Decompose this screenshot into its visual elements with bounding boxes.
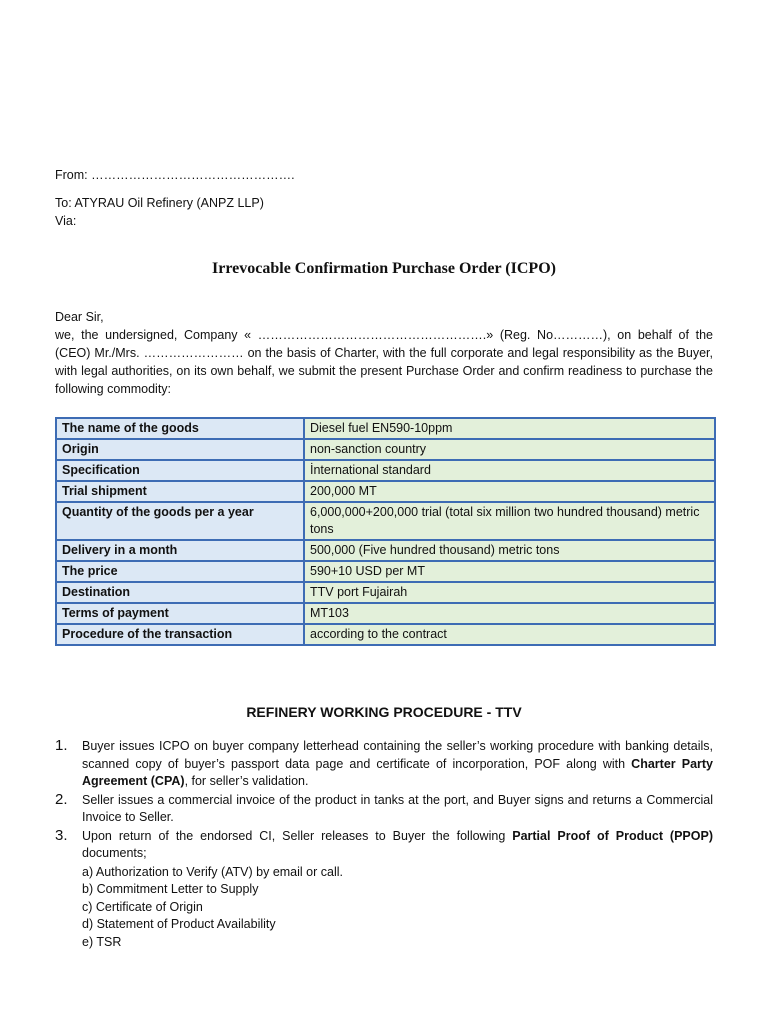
step-number: 2. <box>55 790 68 808</box>
row-label: Procedure of the transaction <box>56 624 304 645</box>
table-row <box>56 439 715 460</box>
table-row <box>56 481 715 502</box>
row-label: Delivery in a month <box>56 540 304 561</box>
row-value: TTV port Fujairah <box>304 582 715 603</box>
table-row <box>56 540 715 561</box>
salutation: Dear Sir, <box>55 310 104 324</box>
row-label: Specification <box>56 460 304 481</box>
procedure-step <box>55 828 713 863</box>
step-text: Upon return of the endorsed CI, Seller releases to Buyer the following <box>82 828 513 843</box>
row-label: The name of the goods <box>56 418 304 439</box>
row-value: 590+10 USD per MT <box>304 561 715 582</box>
table-row <box>56 561 715 582</box>
row-label: Quantity of the goods per a year <box>56 502 304 540</box>
step-number: 3. <box>55 826 68 844</box>
to-line: To: ATYRAU Oil Refinery (ANPZ LLP) <box>55 196 264 210</box>
row-label: Origin <box>56 439 304 460</box>
row-value: İnternational standard <box>304 460 715 481</box>
procedure-step <box>55 738 713 791</box>
procedure-steps <box>55 738 713 951</box>
row-value: 500,000 (Five hundred thousand) metric tons <box>304 540 715 561</box>
step-text: Buyer issues ICPO on buyer company letterhead containing the seller’s working procedure with banking details, scanned copy of buyer’s passport data page and certificate of incorporation, POF along with <box>82 739 713 771</box>
row-value: MT103 <box>304 603 715 624</box>
row-label: The price <box>56 561 304 582</box>
document-item: b) Commitment Letter to Supply <box>82 882 259 896</box>
row-value: Diesel fuel EN590-10ppm <box>304 418 715 439</box>
table-row <box>56 460 715 481</box>
step-text: Seller issues a commercial invoice of the product in tanks at the port, and Buyer signs and returns a Commercial Invoice to Seller. <box>82 792 713 824</box>
table-row <box>56 418 715 439</box>
procedure-title: REFINERY WORKING PROCEDURE - TTV <box>246 704 522 720</box>
row-value: according to the contract <box>304 624 715 645</box>
row-label: Terms of payment <box>56 603 304 624</box>
goods-table <box>55 417 716 646</box>
row-label: Destination <box>56 582 304 603</box>
document-item: d) Statement of Product Availability <box>82 917 276 931</box>
row-label: Trial shipment <box>56 481 304 502</box>
via-line: Via: <box>55 214 77 228</box>
document-item: c) Certificate of Origin <box>82 899 203 914</box>
step-text-end: documents; <box>82 846 147 860</box>
step-bold-text: Charter Party Agreement (CPA) <box>82 756 714 788</box>
table-row <box>56 624 715 645</box>
table-row <box>56 502 715 540</box>
from-line: From: …………………………………………. <box>55 168 295 182</box>
intro-paragraph: we, the undersigned, Company « ……………………………………………….» (Reg. No…………), on behalf of the (CEO) Mr./Mrs. …………………… on the basis of Charter, with the full corporate and legal responsibility as the Buyer, with legal authorities, on its own behalf, we submit the present Purchase Order and confirm readiness to purchase the following commodity: <box>55 328 713 396</box>
step-text-end: , for seller’s validation. <box>184 774 309 788</box>
table-row <box>56 582 715 603</box>
document-title: Irrevocable Confirmation Purchase Order (ICPO) <box>212 260 556 277</box>
intro-section <box>55 309 713 398</box>
row-value: non-sanction country <box>304 439 715 460</box>
step-bold-text: Partial Proof of Product (PPOP) <box>512 828 713 843</box>
row-value: 200,000 MT <box>304 481 715 502</box>
document-item: a) Authorization to Verify (ATV) by email or call. <box>82 864 343 879</box>
step-number: 1. <box>55 737 68 754</box>
document-item: e) TSR <box>82 934 122 949</box>
table-row <box>56 603 715 624</box>
row-value: 6,000,000+200,000 trial (total six million two hundred thousand) metric tons <box>304 502 715 540</box>
procedure-step <box>55 792 713 827</box>
